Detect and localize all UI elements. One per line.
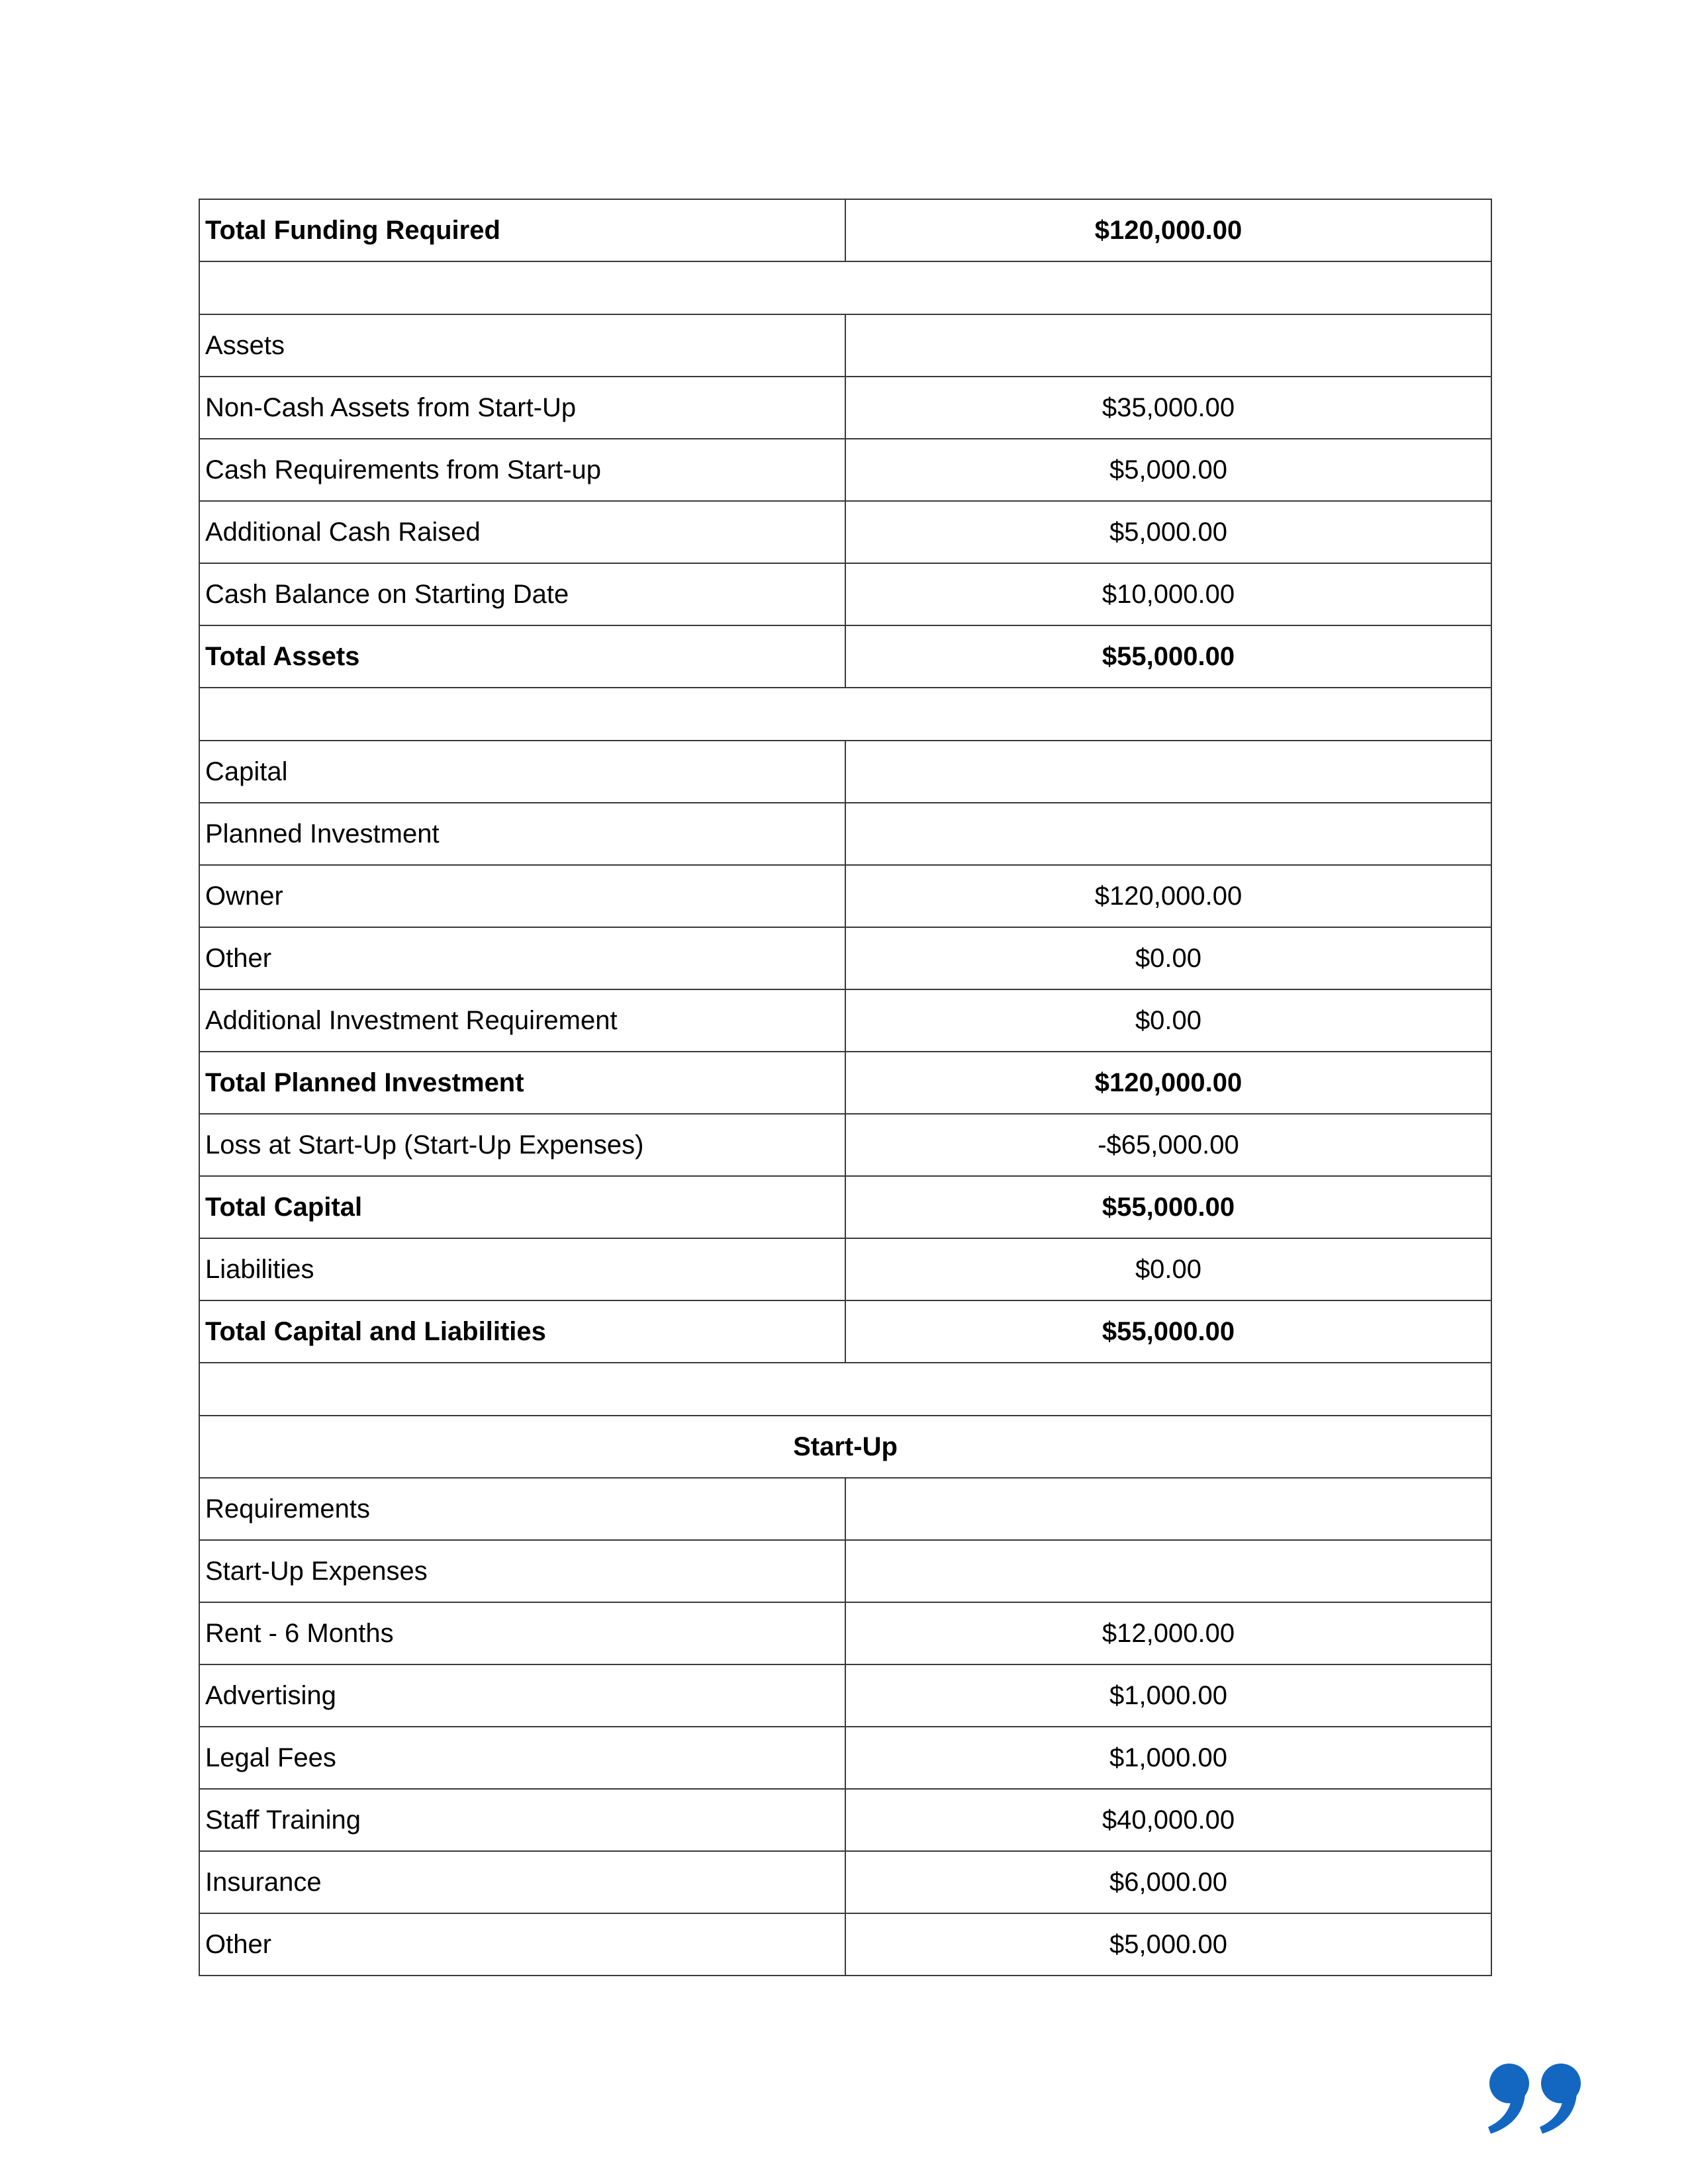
table-row	[199, 1913, 1491, 1976]
row-label: Total Capital	[199, 1176, 845, 1238]
table-row	[199, 927, 1491, 989]
row-value: $55,000.00	[845, 1176, 1491, 1238]
row-label: Non-Cash Assets from Start-Up	[199, 377, 845, 439]
table-row	[199, 563, 1491, 625]
row-label: Staff Training	[199, 1789, 845, 1851]
table-row	[199, 1664, 1491, 1727]
row-value: $0.00	[845, 989, 1491, 1052]
row-value: -$65,000.00	[845, 1114, 1491, 1176]
row-label: Loss at Start-Up (Start-Up Expenses)	[199, 1114, 845, 1176]
row-value: $40,000.00	[845, 1789, 1491, 1851]
row-value: $35,000.00	[845, 377, 1491, 439]
row-label: Cash Requirements from Start-up	[199, 439, 845, 501]
row-value: $0.00	[845, 927, 1491, 989]
row-value: $5,000.00	[845, 1913, 1491, 1976]
row-label: Requirements	[199, 1478, 845, 1540]
row-value	[845, 741, 1491, 803]
table-row	[199, 1602, 1491, 1664]
row-label: Cash Balance on Starting Date	[199, 563, 845, 625]
section-header: Start-Up	[199, 1416, 1491, 1478]
row-value: $1,000.00	[845, 1664, 1491, 1727]
row-label: Total Funding Required	[199, 199, 845, 261]
row-label: Rent - 6 Months	[199, 1602, 845, 1664]
table-row	[199, 741, 1491, 803]
row-label: Total Capital and Liabilities	[199, 1300, 845, 1363]
row-label: Assets	[199, 314, 845, 377]
funding-table-body	[199, 199, 1491, 1976]
row-value: $120,000.00	[845, 865, 1491, 927]
row-value: $5,000.00	[845, 501, 1491, 563]
table-row	[199, 1851, 1491, 1913]
row-value	[845, 314, 1491, 377]
row-value: $6,000.00	[845, 1851, 1491, 1913]
row-label: Additional Cash Raised	[199, 501, 845, 563]
table-row	[199, 1478, 1491, 1540]
row-value: $120,000.00	[845, 199, 1491, 261]
table-row	[199, 1789, 1491, 1851]
row-value	[845, 1540, 1491, 1602]
row-label: Additional Investment Requirement	[199, 989, 845, 1052]
row-value	[845, 803, 1491, 865]
row-label: Other	[199, 927, 845, 989]
row-label: Other	[199, 1913, 845, 1976]
row-label: Total Planned Investment	[199, 1052, 845, 1114]
row-value: $5,000.00	[845, 439, 1491, 501]
spacer-cell	[199, 261, 1491, 314]
spacer-row	[199, 688, 1491, 741]
row-label: Insurance	[199, 1851, 845, 1913]
spacer-row	[199, 1363, 1491, 1416]
spacer-cell	[199, 1363, 1491, 1416]
row-label: Liabilities	[199, 1238, 845, 1300]
row-value: $12,000.00	[845, 1602, 1491, 1664]
row-value: $1,000.00	[845, 1727, 1491, 1789]
row-label: Planned Investment	[199, 803, 845, 865]
table-row	[199, 501, 1491, 563]
total-row	[199, 199, 1491, 261]
row-label: Total Assets	[199, 625, 845, 688]
row-value: $0.00	[845, 1238, 1491, 1300]
row-value: $55,000.00	[845, 625, 1491, 688]
section-header-row	[199, 1416, 1491, 1478]
total-row	[199, 1052, 1491, 1114]
spacer-row	[199, 261, 1491, 314]
row-label: Start-Up Expenses	[199, 1540, 845, 1602]
table-row	[199, 1238, 1491, 1300]
funding-table	[199, 199, 1492, 1976]
row-label: Legal Fees	[199, 1727, 845, 1789]
row-value	[845, 1478, 1491, 1540]
table-row	[199, 314, 1491, 377]
table-row	[199, 377, 1491, 439]
closing-quote-icon	[1483, 2058, 1589, 2138]
table-row	[199, 803, 1491, 865]
row-label: Owner	[199, 865, 845, 927]
total-row	[199, 1300, 1491, 1363]
table-row	[199, 1114, 1491, 1176]
row-label: Capital	[199, 741, 845, 803]
row-label: Advertising	[199, 1664, 845, 1727]
table-row	[199, 1540, 1491, 1602]
table-row	[199, 439, 1491, 501]
row-value: $120,000.00	[845, 1052, 1491, 1114]
total-row	[199, 1176, 1491, 1238]
table-row	[199, 1727, 1491, 1789]
total-row	[199, 625, 1491, 688]
row-value: $55,000.00	[845, 1300, 1491, 1363]
spacer-cell	[199, 688, 1491, 741]
table-row	[199, 989, 1491, 1052]
table-row	[199, 865, 1491, 927]
row-value: $10,000.00	[845, 563, 1491, 625]
